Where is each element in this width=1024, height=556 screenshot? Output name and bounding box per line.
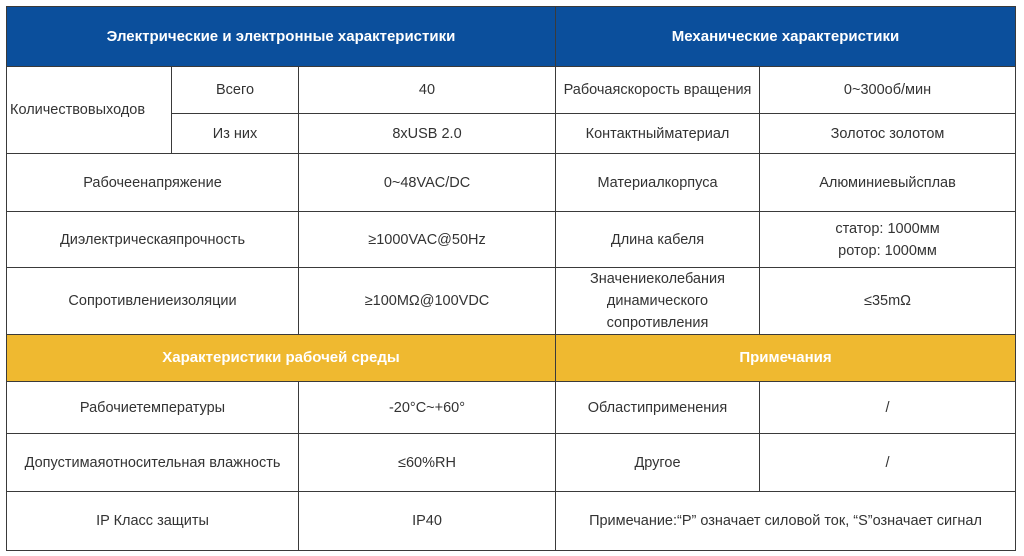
speed-label: Рабочаяскорость вращения — [556, 67, 760, 114]
table-row — [7, 268, 1016, 335]
header-row-gold — [7, 335, 1016, 382]
contact-material-label: Контактныйматериал — [556, 114, 760, 154]
remark-text: Примечание:“P” означает силовой ток, “S”означает сигнал — [556, 492, 1016, 551]
dielectric-label: Диэлектрическаяпрочность — [7, 212, 299, 268]
table-row — [7, 212, 1016, 268]
dynamic-resistance-label: Значениеколебания динамического сопротивления — [556, 268, 760, 335]
voltage-label: Рабочеенапряжение — [7, 154, 299, 212]
table-row — [7, 492, 1016, 551]
outputs-label: Количествовыходов — [7, 67, 172, 154]
header-row-blue — [7, 7, 1016, 67]
other-value: / — [760, 434, 1016, 492]
dielectric-value: ≥1000VAC@50Hz — [299, 212, 556, 268]
humidity-label: Допустимаяотносительная влажность — [7, 434, 299, 492]
environment-header: Характеристики рабочей среды — [7, 335, 556, 382]
temperature-value: -20°C~+60° — [299, 382, 556, 434]
cable-length-label: Длина кабеля — [556, 212, 760, 268]
total-value: 40 — [299, 67, 556, 114]
specifications-table — [6, 6, 1016, 551]
table-row — [7, 382, 1016, 434]
electrical-header: Электрические и электронные характеристики — [7, 7, 556, 67]
cable-length-value — [760, 212, 1016, 268]
voltage-value: 0~48VAC/DC — [299, 154, 556, 212]
total-label: Всего — [172, 67, 299, 114]
mechanical-header: Механические характеристики — [556, 7, 1016, 67]
housing-material-value: Алюминиевыйсплав — [760, 154, 1016, 212]
ip-class-value: IP40 — [299, 492, 556, 551]
insulation-value: ≥100MΩ@100VDC — [299, 268, 556, 335]
cable-stator: статор: 1000мм — [835, 220, 940, 237]
housing-material-label: Материалкорпуса — [556, 154, 760, 212]
of-them-value: 8xUSB 2.0 — [299, 114, 556, 154]
application-label: Областиприменения — [556, 382, 760, 434]
temperature-label: Рабочиетемпературы — [7, 382, 299, 434]
of-them-label: Из них — [172, 114, 299, 154]
other-label: Другое — [556, 434, 760, 492]
table-row — [7, 154, 1016, 212]
table-row — [7, 67, 1016, 114]
speed-value: 0~300об/мин — [760, 67, 1016, 114]
humidity-value: ≤60%RH — [299, 434, 556, 492]
insulation-label: Сопротивлениеизоляции — [7, 268, 299, 335]
notes-header: Примечания — [556, 335, 1016, 382]
cable-rotor: ротор: 1000мм — [838, 242, 937, 259]
application-value: / — [760, 382, 1016, 434]
contact-material-value: Золотос золотом — [760, 114, 1016, 154]
ip-class-label: IP Класс защиты — [7, 492, 299, 551]
dynamic-resistance-value: ≤35mΩ — [760, 268, 1016, 335]
table-row — [7, 434, 1016, 492]
